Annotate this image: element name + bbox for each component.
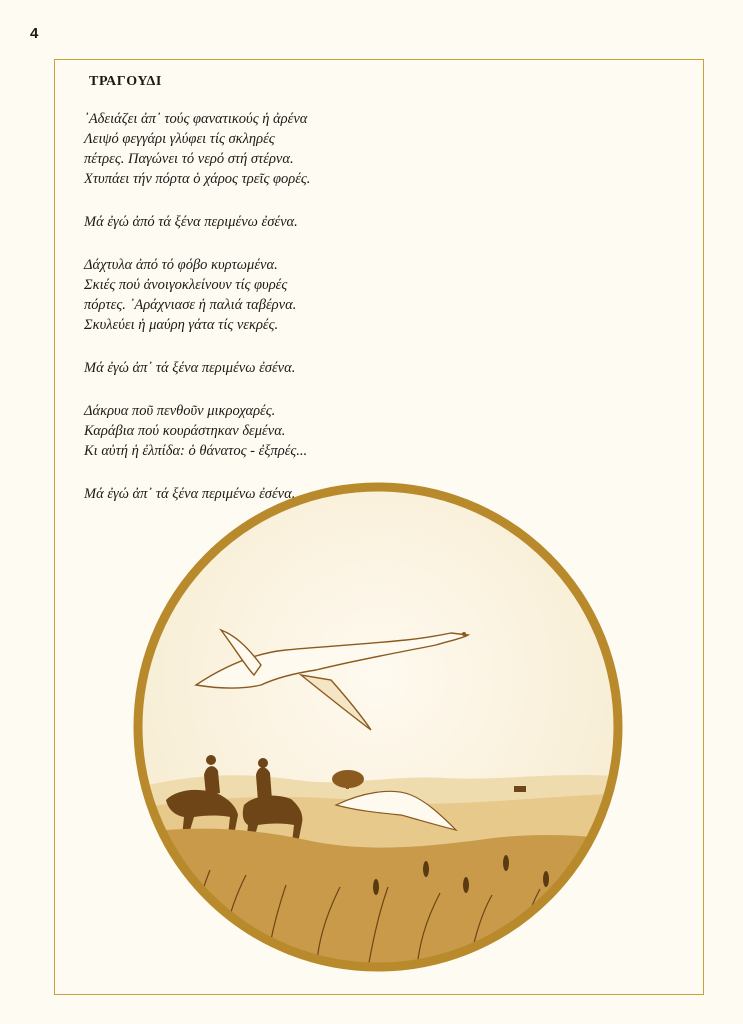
- poem-line: Καράβια πού κουράστηκαν δεμένα.: [84, 423, 286, 439]
- poem-line: Μά ἐγώ ἀπ᾿ τά ξένα περιμένω ἐσένα.: [84, 486, 296, 502]
- poem-refrain: [84, 358, 504, 378]
- distant-building: [514, 786, 526, 792]
- poem-line: Μά ἐγώ ἀπ᾿ τά ξένα περιμένω ἐσένα.: [84, 360, 296, 376]
- poem-line: Σκυλεύει ἡ μαύρη γάτα τίς νεκρές.: [84, 317, 279, 333]
- poem-title: ΤΡΑΓΟΥΔΙ: [89, 74, 162, 89]
- poem-line: Δάκρυα ποῦ πενθοῦν μικροχαρές.: [84, 403, 276, 419]
- poem-stanza: [84, 255, 504, 335]
- poem-line: Χτυπάει τήν πόρτα ὁ χάρος τρεῖς φορές.: [84, 171, 311, 187]
- page-number: 4: [30, 25, 39, 42]
- poem-line: Δάχτυλα ἀπό τό φόβο κυρτωμένα.: [84, 257, 278, 273]
- poem-line: πέτρες. Παγώνει τό νερό στή στέρνα.: [84, 151, 294, 167]
- poem-line: Κι αὐτή ἡ ἐλπίδα: ὁ θάνατος - ἐξπρές...: [84, 443, 308, 459]
- poem-refrain: [84, 212, 504, 232]
- poem-body: [84, 109, 504, 527]
- poem-line: Μά ἐγώ ἀπό τά ξένα περιμένω ἐσένα.: [84, 214, 298, 230]
- poem-line: ᾿Αδειάζει ἀπ᾿ τούς φανατικούς ἡ ἀρένα: [84, 111, 308, 127]
- foreground-grass: [126, 829, 630, 979]
- poem-line: Λειψό φεγγάρι γλύφει τίς σκληρές: [84, 131, 275, 147]
- poem-line: πόρτες. ᾿Αράχνιασε ἡ παλιά ταβέρνα.: [84, 297, 297, 313]
- poem-line: Σκιές πού ἀνοιγοκλείνουν τίς φυρές: [84, 277, 288, 293]
- circular-illustration: [126, 475, 630, 979]
- poem-stanza: [84, 109, 504, 189]
- poem-stanza: [84, 401, 504, 461]
